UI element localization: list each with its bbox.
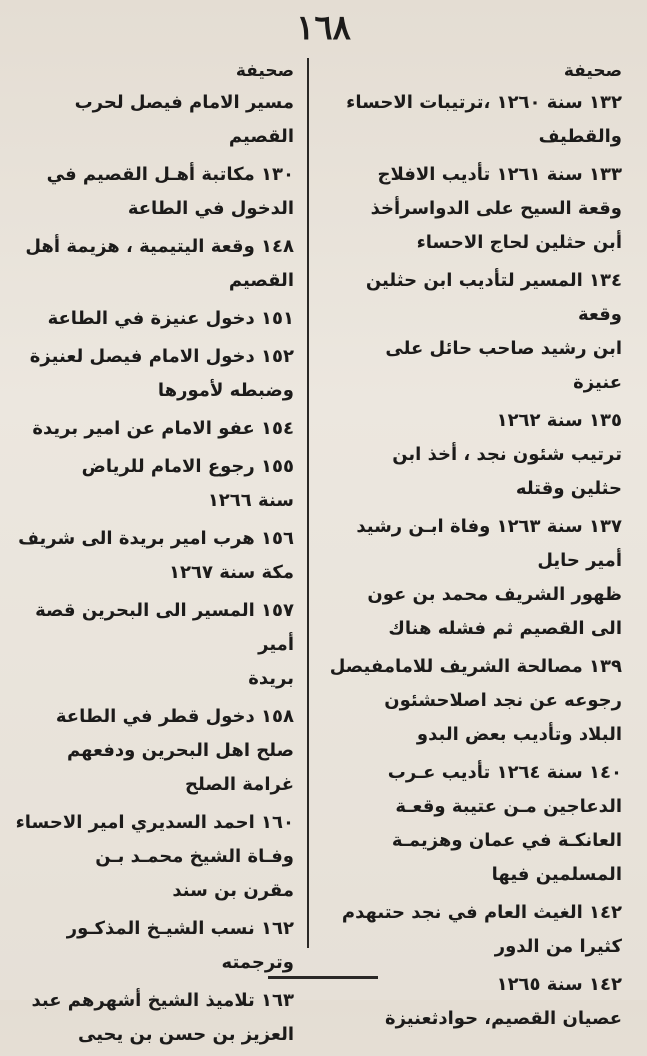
toc-entry-text: ١٣٤ المسير لتأديب ابن حثلين وقعة ابن رشيد صاحب حائل على عنيزة bbox=[365, 270, 622, 393]
left-column bbox=[12, 58, 294, 1056]
toc-entry bbox=[12, 700, 294, 802]
toc-entry-text: ١٦٢ نسب الشيـخ المذكـور وترجمته bbox=[66, 918, 294, 973]
toc-entry-text: ١٤٨ وقعة اليتيمية ، هزيمة أهل القصيم bbox=[25, 236, 294, 291]
toc-entry-text: ١٣٠ مكاتبة أهـل القصيم في الدخول في الطاعة bbox=[46, 164, 294, 219]
page-number: ١٦٨ bbox=[296, 8, 351, 48]
right-column-header: صحيفة bbox=[563, 61, 622, 81]
toc-entry-text: ١٣٢ سنة ١٢٦٠ ،ترتيبات الاحساء والقطيف bbox=[346, 92, 622, 147]
toc-entry bbox=[322, 650, 622, 752]
toc-entry bbox=[12, 302, 294, 336]
toc-entry bbox=[12, 158, 294, 226]
left-column-header: صحيفة bbox=[235, 61, 294, 81]
toc-entry bbox=[12, 522, 294, 590]
toc-entry-text: ١٣٣ سنة ١٢٦١ تأديب الافلاج وقعة السيح على الدواسرأخذ أبن حثلين لحاج الاحساء bbox=[370, 164, 622, 253]
toc-entry bbox=[322, 264, 622, 400]
toc-entry bbox=[322, 158, 622, 260]
toc-entry-text: ١٥٢ دخول الامام فيصل لعنيزة وضبطه لأمورها bbox=[29, 346, 294, 401]
toc-entry-text: ١٤٢ سنة ١٢٦٥ عصيان القصيم، حوادثعنيزة bbox=[384, 974, 622, 1029]
toc-entry-text: مسير الامام فيصل لحرب القصيم bbox=[74, 92, 294, 147]
toc-entry bbox=[322, 756, 622, 892]
toc-entry bbox=[322, 510, 622, 646]
toc-entry-text: ١٦٣ تلاميذ الشيخ أشهرهم عبد العزيز بن حسن بن يحيى bbox=[31, 990, 294, 1045]
toc-entry bbox=[322, 86, 622, 154]
toc-entry bbox=[322, 404, 622, 506]
right-column bbox=[322, 58, 622, 1040]
toc-entry-text: ١٣٧ سنة ١٢٦٣ وفاة ابـن رشيد أمير حايل ظهور الشريف محمد بن عون الى القصيم ثم فشله هناك bbox=[356, 516, 622, 639]
toc-entry-text: ١٥٥ رجوع الامام للرياض سنة ١٢٦٦ bbox=[81, 456, 294, 511]
toc-entry-text: ١٥٦ هرب امير بريدة الى شريف مكة سنة ١٢٦٧ bbox=[18, 528, 294, 583]
toc-entry bbox=[12, 450, 294, 518]
toc-entry-text: ١٥٧ المسير الى البحرين قصة أمير بريدة bbox=[35, 600, 294, 689]
toc-entry bbox=[12, 230, 294, 298]
toc-entry-text: ١٥١ دخول عنيزة في الطاعة bbox=[47, 308, 294, 329]
toc-entry bbox=[12, 340, 294, 408]
toc-entry-text: ١٤٢ الغيث العام في نجد حتىهدم كثيرا من الدور bbox=[341, 902, 622, 957]
toc-entry-text: ١٣٩ مصالحة الشريف للامامفيصل رجوعه عن نجد اصلاحشئون البلاد وتأديب بعض البدو bbox=[329, 656, 622, 745]
toc-entry bbox=[12, 984, 294, 1052]
toc-entry-text: ١٤٠ سنة ١٢٦٤ تأديب عـرب الدعاجين مـن عتيبة وقعـة العانكـة في عمان وهزيمـة المسلمين فيها bbox=[387, 762, 622, 885]
toc-entry bbox=[12, 86, 294, 154]
column-divider bbox=[307, 58, 309, 948]
toc-entry bbox=[12, 594, 294, 696]
toc-entry-text: ١٥٨ دخول قطر في الطاعة صلح اهل البحرين ودفعهم غرامة الصلح bbox=[55, 706, 294, 795]
toc-entry bbox=[322, 896, 622, 964]
toc-entry-text: ١٦٠ احمد السديري امير الاحساء وفـاة الشيخ محمـد بـن مقرن بن سند bbox=[15, 812, 294, 901]
toc-entry bbox=[12, 912, 294, 980]
toc-entry-text: ١٥٤ عفو الامام عن امير بريدة bbox=[32, 418, 294, 439]
toc-entry bbox=[12, 412, 294, 446]
toc-entry-text: ١٣٥ سنة ١٢٦٢ ترتيب شئون نجد ، أخذ ابن حثلين وقتله bbox=[392, 410, 622, 499]
toc-entry bbox=[12, 806, 294, 908]
bottom-rule bbox=[268, 976, 378, 979]
